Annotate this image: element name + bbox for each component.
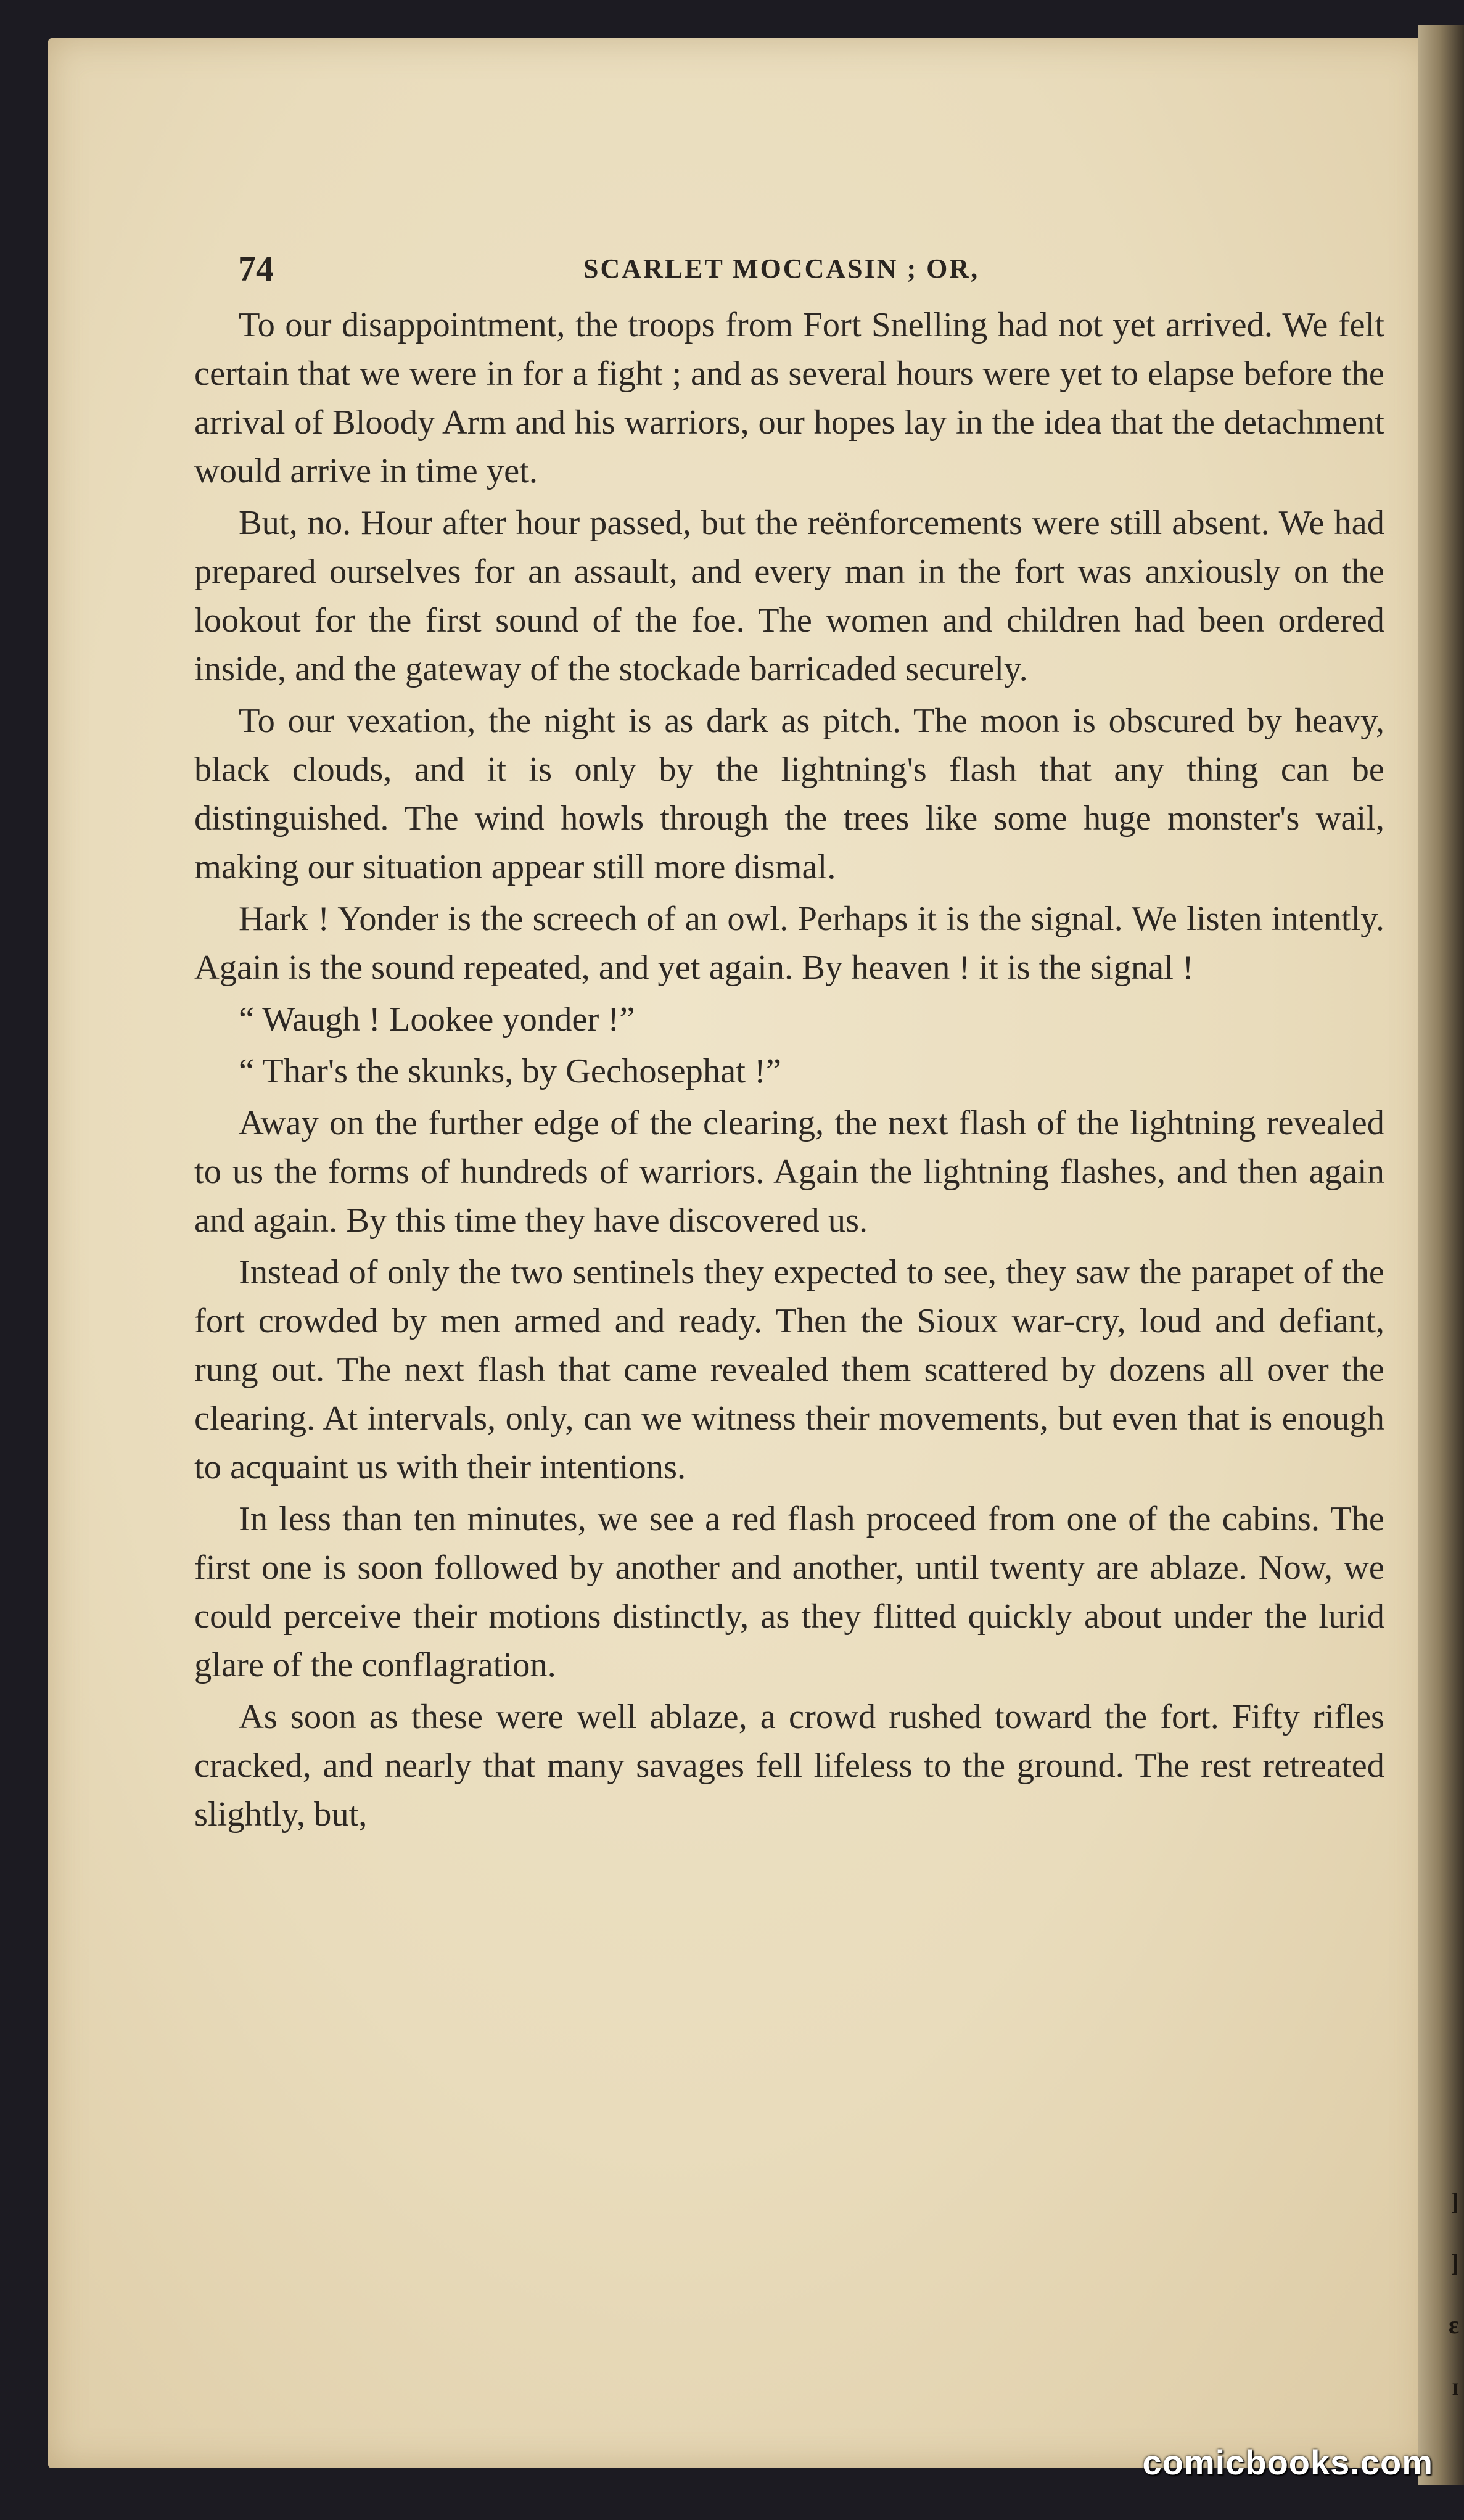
spine-mark: ] bbox=[1450, 2188, 1459, 2215]
watermark: comicbooks.com bbox=[1142, 2443, 1433, 2482]
dialogue-line: “ Thar's the skunks, by Gechosephat !” bbox=[239, 1052, 781, 1090]
paragraph: But, no. Hour after hour passed, but the reënforcements were still absent. We had prepared ourselves for an assault, and every man in the fort was anxiously on the lookout for the first sound of the foe. The women and children had been ordered inside, and the gateway of the stockade barricaded securely. bbox=[194, 504, 1384, 688]
paragraph: As soon as these were well ablaze, a crowd rushed toward the fort. Fifty rifles cracked, and nearly that many savages fell lifeless to the ground. The rest retreated slightly, but, bbox=[194, 1698, 1384, 1834]
page-number: 74 bbox=[238, 249, 274, 289]
spine-mark: ɛ bbox=[1448, 2311, 1459, 2339]
paragraph: To our disappointment, the troops from Fort Snelling had not yet arrived. We felt certain that we were in for a fight ; and as several hours were yet to elapse before the arrival of Bloody Arm and his warriors, our hopes lay in the idea that the detachment would arrive in time yet. bbox=[194, 306, 1384, 490]
spine-mark: ɪ bbox=[1452, 2373, 1459, 2400]
dialogue-line: “ Waugh ! Lookee yonder !” bbox=[239, 1000, 635, 1039]
running-head bbox=[189, 248, 1422, 297]
spine-marks bbox=[1449, 2171, 1459, 2418]
paragraph: Away on the further edge of the clearing, the next flash of the lightning revealed to us the forms of hundreds of warriors. Again the lightning flashes, and then again and again. By this time they have discovered us. bbox=[194, 1104, 1384, 1240]
paragraph: In less than ten minutes, we see a red flash proceed from one of the cabins. The first one is soon followed by another and another, until twenty are ablaze. Now, we could perceive their motions distinctly, as they flitted quickly about under the lurid glare of the conflagration. bbox=[194, 1500, 1384, 1684]
spine-mark: ] bbox=[1450, 2249, 1459, 2277]
body-text bbox=[194, 301, 1384, 1842]
paragraph: Hark ! Yonder is the screech of an owl. Perhaps it is the signal. We listen intently. Again is the sound repeated, and yet again. By heaven ! it is the signal ! bbox=[194, 900, 1384, 987]
running-title: SCARLET MOCCASIN ; OR, bbox=[583, 253, 980, 284]
paragraph: To our vexation, the night is as dark as pitch. The moon is obscured by heavy, black clouds, and it is only by the lightning's flash that any thing can be distinguished. The wind howls through the trees like some huge monster's wail, making our situation appear still more dismal. bbox=[194, 702, 1384, 886]
paragraph: Instead of only the two sentinels they expected to see, they saw the parapet of the fort crowded by men armed and ready. Then the Sioux war-cry, loud and defiant, rung out. The next flash that came revealed them scattered by dozens all over the clearing. At intervals, only, can we witness their movements, but even that is enough to acquaint us with their intentions. bbox=[194, 1253, 1384, 1486]
book-spine-edge bbox=[1418, 25, 1464, 2485]
